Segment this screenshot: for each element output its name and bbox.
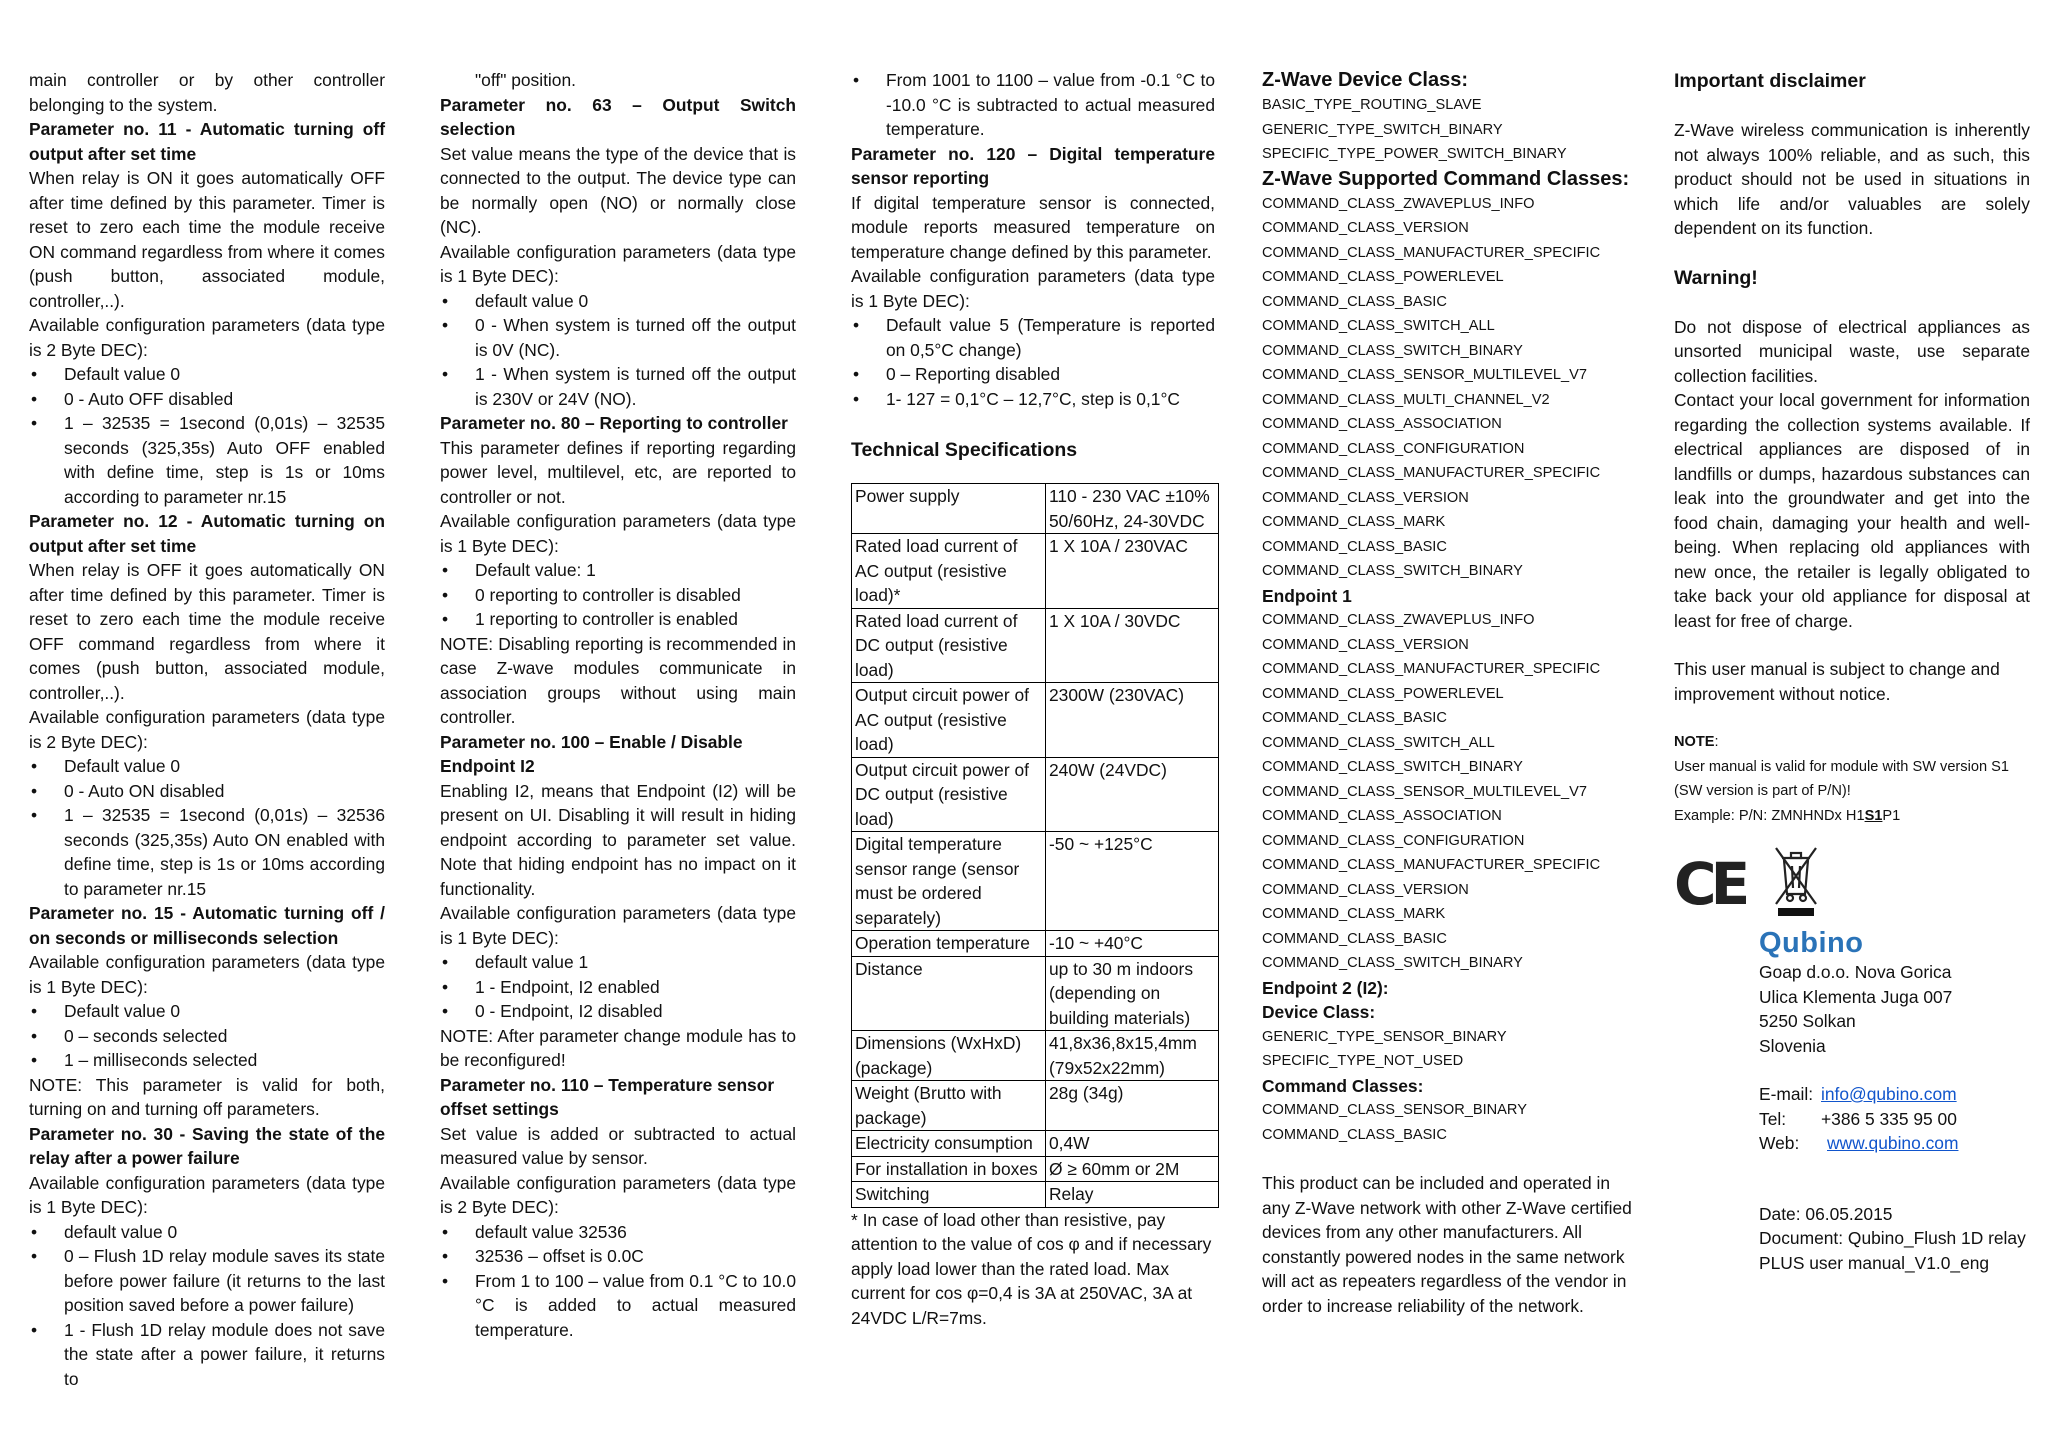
web-row	[1759, 1131, 2030, 1156]
command-class-item: COMMAND_CLASS_ZWAVEPLUS_INFO	[1262, 195, 1535, 212]
command-class-item: COMMAND_CLASS_MANUFACTURER_SPECIFIC	[1262, 244, 1601, 261]
column-1	[29, 68, 385, 1391]
command-class-item: COMMAND_CLASS_SWITCH_ALL	[1262, 318, 1495, 334]
parameter-100-available: Available configuration parameters (data type is 1 Byte DEC):	[440, 903, 796, 948]
note-line-1: User manual is valid for module with SW version S1	[1674, 758, 2009, 775]
command-class-item: COMMAND_CLASS_CONFIGURATION	[1262, 832, 1525, 849]
spec-value: Ø ≥ 60mm or 2M	[1046, 1156, 1219, 1182]
list-item: • default value 0	[440, 289, 796, 314]
table-row	[852, 1031, 1219, 1081]
command-class-item: COMMAND_CLASS_BASIC	[1262, 710, 1447, 726]
qubino-logo: Qubino	[1759, 927, 1864, 959]
parameter-110-title: Parameter no. 110 – Temperature sensor offset settings	[440, 1074, 775, 1119]
spec-label: For installation in boxes	[852, 1156, 1046, 1182]
list-item: • default value 0	[29, 1220, 385, 1245]
spec-label: Operation temperature	[852, 931, 1046, 957]
list-item: • 0 – seconds selected	[29, 1024, 385, 1049]
parameter-80-options	[440, 558, 796, 632]
note-label: NOTE	[1674, 734, 1715, 750]
command-classes-title: Z-Wave Supported Command Classes:	[1262, 167, 1630, 190]
parameter-63-title: Parameter no. 63 – Output Switch selection	[440, 94, 796, 139]
spec-value: -10 ~ +40°C	[1046, 931, 1219, 957]
web-link[interactable]: www.qubino.com	[1827, 1133, 1959, 1153]
list-item: • 0 – Reporting disabled	[851, 362, 1215, 387]
command-class-item: COMMAND_CLASS_POWERLEVEL	[1262, 685, 1504, 702]
parameter-80-note: NOTE: Disabling reporting is recommended in case Z-wave modules communicate in association groups without using main controller.	[440, 633, 796, 727]
command-class-item: COMMAND_CLASS_SWITCH_BINARY	[1262, 342, 1523, 359]
command-class-item: COMMAND_CLASS_MANUFACTURER_SPECIFIC	[1262, 857, 1601, 873]
command-class-item: COMMAND_CLASS_BASIC	[1262, 293, 1447, 310]
command-class-item: COMMAND_CLASS_SWITCH_BINARY	[1262, 563, 1523, 579]
device-class-list	[1262, 93, 1632, 167]
note-heading	[1674, 730, 2030, 755]
spec-label: Rated load current of AC output (resistive load)*	[852, 534, 1046, 609]
command-class-list	[1262, 192, 1632, 584]
parameter-15-note: NOTE: This parameter is valid for both, turning on and turning off parameters.	[29, 1074, 385, 1119]
parameter-120-title: Parameter no. 120 – Digital temperature sensor reporting	[851, 143, 1215, 188]
command-class-item: COMMAND_CLASS_SENSOR_BINARY	[1262, 1102, 1527, 1118]
endpoint-2-command-classes-title: Command Classes:	[1262, 1075, 1424, 1096]
spec-label: Switching	[852, 1182, 1046, 1208]
warning-title: Warning!	[1674, 266, 1758, 289]
company-country: Slovenia	[1759, 1035, 1826, 1056]
parameter-15-title: Parameter no. 15 - Automatic turning off / on seconds or milliseconds selection	[29, 903, 385, 948]
list-item: • Default value 5 (Temperature is reported on 0,5°C change)	[851, 313, 1215, 362]
email-link[interactable]: info@qubino.com	[1821, 1084, 1957, 1104]
list-item: • Default value: 1	[440, 558, 796, 583]
command-class-item: COMMAND_CLASS_MANUFACTURER_SPECIFIC	[1262, 465, 1601, 481]
command-class-item: COMMAND_CLASS_MANUFACTURER_SPECIFIC	[1262, 661, 1601, 677]
command-class-item: COMMAND_CLASS_SWITCH_BINARY	[1262, 759, 1523, 775]
parameter-63-description: Set value means the type of the device that is connected to the output. The device type can be normally open (NO) or normally close (NC).	[440, 143, 796, 237]
table-row	[852, 484, 1219, 534]
list-item: • 0 – Flush 1D relay module saves its state before power failure (it returns to the last position saved before a power failure)	[29, 1244, 385, 1318]
table-row	[852, 757, 1219, 832]
note-colon: :	[1714, 734, 1719, 750]
command-class-item: COMMAND_CLASS_SWITCH_BINARY	[1262, 955, 1523, 971]
spec-value: 1 X 10A / 230VAC	[1046, 534, 1219, 609]
email-label: E-mail:	[1759, 1084, 1814, 1104]
spec-value: Relay	[1046, 1182, 1219, 1208]
spec-value: 110 - 230 VAC ±10% 50/60Hz, 24-30VDC	[1046, 484, 1219, 534]
note-example	[1674, 804, 2030, 829]
list-item: • 1 - When system is turned off the output is 230V or 24V (NO).	[440, 362, 796, 411]
technical-specifications-title: Technical Specifications	[851, 439, 1078, 461]
list-item: • 0 - Auto ON disabled	[29, 779, 385, 804]
spec-label: Rated load current of DC output (resistive load)	[852, 608, 1046, 683]
command-class-item: COMMAND_CLASS_MULTI_CHANNEL_V2	[1262, 391, 1550, 408]
spec-value: up to 30 m indoors (depending on building materials)	[1046, 956, 1219, 1031]
column-4	[1262, 68, 1632, 1318]
parameter-110-description: Set value is added or subtracted to actual measured value by sensor.	[440, 1123, 796, 1168]
list-item: • Default value 0	[29, 999, 385, 1024]
command-class-item: COMMAND_CLASS_MARK	[1262, 906, 1446, 922]
warning-text-1: Do not dispose of electrical appliances as unsorted municipal waste, use separate collection facilities.	[1674, 316, 2030, 386]
company-address	[1759, 926, 2030, 1275]
list-item: • From 1 to 100 – value from 0.1 °C to 10.0 °C is added to actual measured temperature.	[440, 1269, 796, 1343]
parameter-11-available: Available configuration parameters (data type is 2 Byte DEC):	[29, 315, 385, 360]
command-class-item: COMMAND_CLASS_VERSION	[1262, 220, 1469, 236]
parameter-12-description: When relay is OFF it goes automatically ON after time defined by this parameter. Timer is reset to zero each time the module receive OFF command regardless from where it comes (push button, associated module, controller,..).	[29, 560, 385, 703]
document-date: Date: 06.05.2015	[1759, 1203, 1893, 1224]
parameter-30-options	[29, 1220, 385, 1392]
list-item: • Default value 0	[29, 754, 385, 779]
list-item: • 0 - When system is turned off the output is 0V (NC).	[440, 313, 796, 362]
endpoint-2-device-class-list	[1262, 1025, 1632, 1074]
ce-mark-icon: CE	[1674, 850, 1745, 918]
command-class-item: COMMAND_CLASS_CONFIGURATION	[1262, 440, 1525, 457]
company-name: Goap d.o.o. Nova Gorica	[1759, 962, 1952, 982]
spec-value: 1 X 10A / 30VDC	[1046, 608, 1219, 683]
table-row	[852, 832, 1219, 931]
spec-value: -50 ~ +125°C	[1046, 832, 1219, 931]
parameter-80-available: Available configuration parameters (data type is 1 Byte DEC):	[440, 511, 796, 556]
parameter-30-available: Available configuration parameters (data type is 1 Byte DEC):	[29, 1172, 385, 1217]
spec-label: Electricity consumption	[852, 1131, 1046, 1157]
change-notice: This user manual is subject to change and improvement without notice.	[1674, 659, 2000, 704]
list-item: • 1 – 32535 = 1second (0,01s) – 32536 seconds (325,35s) Auto ON enabled with define time, step is 1s or 10ms according to parameter nr.15	[29, 803, 385, 901]
list-item: • 1- 127 = 0,1°C – 12,7°C, step is 0,1°C	[851, 387, 1215, 412]
list-item: • 1 – milliseconds selected	[29, 1048, 385, 1073]
command-class-item: COMMAND_CLASS_BASIC	[1262, 930, 1447, 947]
spec-label: Weight (Brutto with package)	[852, 1081, 1046, 1131]
command-class-item: COMMAND_CLASS_VERSION	[1262, 881, 1469, 898]
command-class-item: COMMAND_CLASS_BASIC	[1262, 1126, 1447, 1143]
spec-footnote: * In case of load other than resistive, pay attention to the value of cos φ and if necessary apply load lower than the rated load. Max current for cos φ=0,4 is 3A at 250VAC, 3A at 24VDC L/R=7ms.	[851, 1209, 1212, 1328]
command-class-item: GENERIC_TYPE_SWITCH_BINARY	[1262, 121, 1503, 138]
command-class-item: COMMAND_CLASS_SWITCH_ALL	[1262, 734, 1495, 751]
parameter-120-available: Available configuration parameters (data type is 1 Byte DEC):	[851, 266, 1215, 311]
endpoint-1-title: Endpoint 1	[1262, 585, 1352, 606]
command-class-item: COMMAND_CLASS_POWERLEVEL	[1262, 269, 1504, 285]
list-item: • Default value 0	[29, 362, 385, 387]
command-class-item: COMMAND_CLASS_ZWAVEPLUS_INFO	[1262, 612, 1535, 628]
list-item: • 32536 – offset is 0.0C	[440, 1244, 796, 1269]
spec-label: Digital temperature sensor range (sensor must be ordered separately)	[852, 832, 1046, 931]
table-row	[852, 608, 1219, 683]
parameter-100-note: NOTE: After parameter change module has to be reconfigured!	[440, 1025, 796, 1070]
command-class-item: COMMAND_CLASS_SENSOR_MULTILEVEL_V7	[1262, 367, 1587, 383]
parameter-80-description: This parameter defines if reporting regarding power level, multilevel, etc, are reported to controller or not.	[440, 437, 796, 507]
note-example-prefix: Example: P/N: ZMNHNDx H1	[1674, 807, 1865, 824]
email-row	[1759, 1082, 2030, 1107]
parameter-15-available: Available configuration parameters (data type is 1 Byte DEC):	[29, 952, 385, 997]
parameter-100-description: Enabling I2, means that Endpoint (I2) will be present on UI. Disabling it will result in hiding endpoint according to parameter set value. Note that hiding endpoint has no impact on it functionality.	[440, 780, 796, 899]
command-class-item: COMMAND_CLASS_BASIC	[1262, 538, 1447, 555]
warning-text-2: Contact your local government for information regarding the collection systems available. If electrical appliances are disposed of in landfills or dumps, hazardous substances can leak into the groundwater and get into the food chain, damaging your health and well-being. When replacing old appliances with new once, the retailer is legally obligated to take back your old appliance for disposal at least for free of charge.	[1674, 390, 2030, 631]
endpoint-2-device-class-title: Device Class:	[1262, 1002, 1376, 1022]
command-class-item: COMMAND_CLASS_ASSOCIATION	[1262, 416, 1502, 432]
spec-table	[851, 483, 1219, 1208]
tel-value: +386 5 335 95 00	[1821, 1108, 1957, 1129]
command-class-item: GENERIC_TYPE_SENSOR_BINARY	[1262, 1028, 1507, 1045]
endpoint-2-command-class-list	[1262, 1098, 1632, 1147]
command-class-item: COMMAND_CLASS_MARK	[1262, 514, 1446, 530]
command-class-item: SPECIFIC_TYPE_POWER_SWITCH_BINARY	[1262, 146, 1567, 162]
spec-label: Power supply	[852, 484, 1046, 534]
spec-value: 0,4W	[1046, 1131, 1219, 1157]
spec-value: 41,8x36,8x15,4mm (79x52x22mm)	[1046, 1031, 1219, 1081]
parameter-11-description: When relay is ON it goes automatically OFF after time defined by this parameter. Timer is reset to zero each time the module receive ON command regardless from where it comes (push button, associated module, controller,..).	[29, 168, 385, 311]
table-row	[852, 683, 1219, 758]
column-2	[440, 68, 796, 1342]
column-5	[1674, 68, 2030, 1275]
column-3	[851, 68, 1215, 1330]
list-item: • 1 – 32535 = 1second (0,01s) – 32535 seconds (325,35s) Auto OFF enabled with define time, step is 1s or 10ms according to parameter nr.15	[29, 411, 385, 509]
parameter-12-title: Parameter no. 12 - Automatic turning on output after set time	[29, 511, 385, 556]
company-street: Ulica Klementa Juga 007	[1759, 986, 1953, 1007]
web-label: Web:	[1759, 1133, 1800, 1153]
paragraph: "off" position.	[475, 70, 576, 90]
list-item: • default value 32536	[440, 1220, 796, 1245]
note-example-version: S1	[1864, 807, 1883, 824]
disclaimer-text: Z-Wave wireless communication is inherently not always 100% reliable, and as such, this product should not be used in situations in which life and/or valuables are solely dependent on its function.	[1674, 120, 2030, 238]
parameter-110-available: Available configuration parameters (data type is 2 Byte DEC):	[440, 1172, 796, 1217]
table-row	[852, 1156, 1219, 1182]
endpoint-2-title: Endpoint 2 (I2):	[1262, 977, 1389, 998]
parameter-63-available: Available configuration parameters (data type is 1 Byte DEC):	[440, 241, 796, 286]
command-class-item: COMMAND_CLASS_VERSION	[1262, 636, 1469, 653]
spec-value: 28g (34g)	[1046, 1081, 1219, 1131]
parameter-110-options-continued	[851, 68, 1215, 142]
spec-value: 2300W (230VAC)	[1046, 683, 1219, 758]
tel-row	[1759, 1107, 2030, 1132]
certification-logos	[1674, 840, 2030, 920]
spec-label: Dimensions (WxHxD) (package)	[852, 1031, 1046, 1081]
parameter-120-description: If digital temperature sensor is connected, module reports measured temperature on temperature change defined by this parameter.	[851, 192, 1215, 262]
list-item: • 0 reporting to controller is disabled	[440, 583, 796, 608]
command-class-item: SPECIFIC_TYPE_NOT_USED	[1262, 1053, 1464, 1069]
table-row	[852, 931, 1219, 957]
parameter-30-title: Parameter no. 30 - Saving the state of the relay after a power failure	[29, 1123, 385, 1168]
list-item: • 0 - Auto OFF disabled	[29, 387, 385, 412]
parameter-12-available: Available configuration parameters (data type is 2 Byte DEC):	[29, 707, 385, 752]
parameter-80-title: Parameter no. 80 – Reporting to controller	[440, 413, 788, 433]
parameter-63-options	[440, 289, 796, 412]
parameter-110-options	[440, 1220, 796, 1343]
command-class-item: BASIC_TYPE_ROUTING_SLAVE	[1262, 97, 1482, 113]
note-example-suffix: P1	[1882, 807, 1901, 824]
command-class-item: COMMAND_CLASS_SENSOR_MULTILEVEL_V7	[1262, 783, 1587, 800]
company-city: 5250 Solkan	[1759, 1011, 1856, 1031]
spec-label: Output circuit power of AC output (resistive load)	[852, 683, 1046, 758]
tel-label: Tel:	[1759, 1108, 1787, 1129]
spec-label: Distance	[852, 956, 1046, 1031]
endpoint-1-class-list	[1262, 608, 1632, 976]
paragraph: main controller or by other controller belonging to the system.	[29, 70, 385, 115]
parameter-120-options	[851, 313, 1215, 411]
weee-bin-icon	[1770, 842, 1822, 920]
disclaimer-title: Important disclaimer	[1674, 70, 1866, 92]
table-row	[852, 1131, 1219, 1157]
table-row	[852, 1081, 1219, 1131]
table-row	[852, 1182, 1219, 1208]
list-item: • 1 reporting to controller is enabled	[440, 607, 796, 632]
list-item: • 0 - Endpoint, I2 disabled	[440, 999, 796, 1024]
spec-value: 240W (24VDC)	[1046, 757, 1219, 832]
parameter-11-title: Parameter no. 11 - Automatic turning off output after set time	[29, 119, 385, 164]
command-class-item: COMMAND_CLASS_ASSOCIATION	[1262, 808, 1502, 824]
list-item: • From 1001 to 1100 – value from -0.1 °C to -10.0 °C is subtracted to actual measured temperature.	[851, 68, 1215, 142]
parameter-12-options	[29, 754, 385, 901]
table-row	[852, 956, 1219, 1031]
parameter-15-options	[29, 999, 385, 1073]
list-item: • default value 1	[440, 950, 796, 975]
table-row	[852, 534, 1219, 609]
parameter-100-title: Parameter no. 100 – Enable / Disable Endpoint I2	[440, 731, 743, 776]
note-line-2: (SW version is part of P/N)!	[1674, 783, 1851, 799]
network-paragraph: This product can be included and operated in any Z-Wave network with other Z-Wave certified devices from any other manufacturers. All constantly powered nodes in the same network will act as repeaters regardless of the vendor in order to increase reliability of the network.	[1262, 1173, 1632, 1316]
contact-block	[1759, 1082, 2030, 1156]
device-class-title: Z-Wave Device Class:	[1262, 69, 1469, 91]
document-name: Document: Qubino_Flush 1D relay PLUS user manual_V1.0_eng	[1759, 1228, 2026, 1273]
list-item: • 1 - Endpoint, I2 enabled	[440, 975, 796, 1000]
list-item: • 1 - Flush 1D relay module does not save the state after a power failure, it returns to	[29, 1318, 385, 1392]
command-class-item: COMMAND_CLASS_VERSION	[1262, 489, 1469, 506]
spec-label: Output circuit power of DC output (resistive load)	[852, 757, 1046, 832]
parameter-11-options	[29, 362, 385, 509]
parameter-100-options	[440, 950, 796, 1024]
